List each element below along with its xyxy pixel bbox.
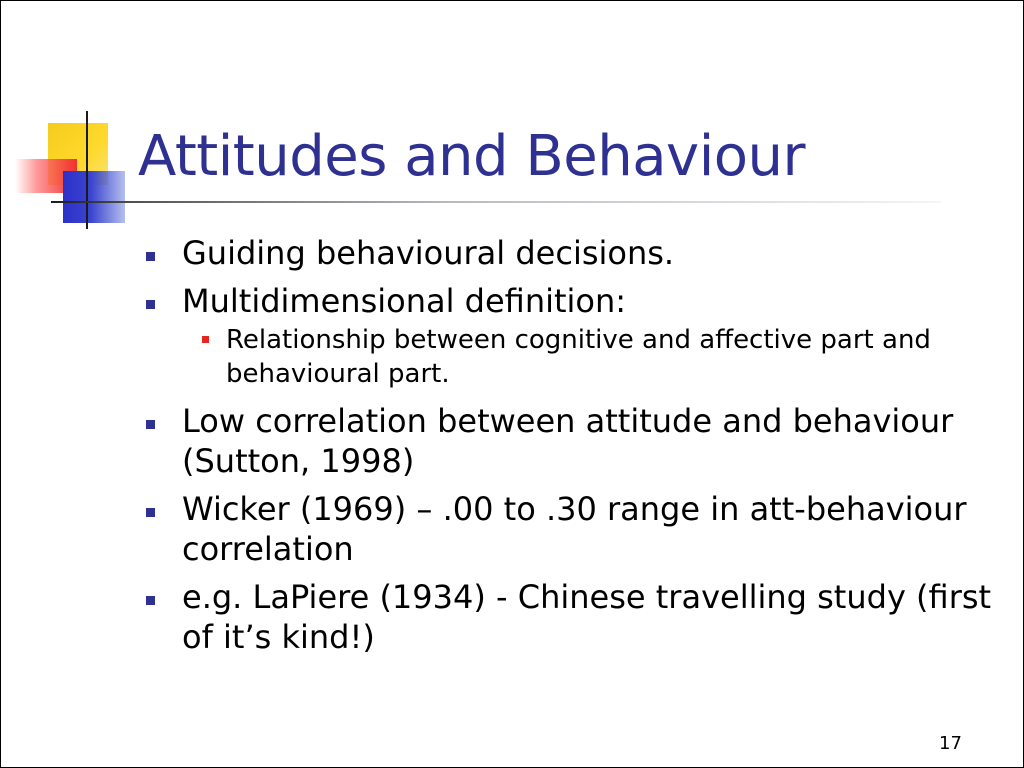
decorative-blue-square: [63, 171, 125, 223]
bullet-item: [144, 577, 994, 657]
bullet-item: [144, 233, 994, 273]
bullet-text: Wicker (1969) – .00 to .30 range in att-behaviour correlation: [182, 490, 967, 568]
square-sub-bullet-icon: [202, 336, 209, 343]
square-bullet-icon: [146, 508, 155, 517]
sub-bullet-item: [182, 323, 994, 391]
bullet-text: Guiding behavioural decisions.: [182, 234, 675, 272]
decorative-vertical-line: [86, 111, 88, 229]
title-underline: [51, 201, 941, 203]
bullet-text: e.g. LaPiere (1934) - Chinese travelling study (first of it’s kind!): [182, 578, 992, 656]
bullet-item: [144, 489, 994, 569]
square-bullet-icon: [146, 596, 155, 605]
sub-bullet-list: [182, 323, 994, 391]
square-bullet-icon: [146, 300, 155, 309]
bullet-item: [144, 281, 994, 391]
bullet-text: Low correlation between attitude and behaviour (Sutton, 1998): [182, 402, 954, 480]
sub-bullet-text: Relationship between cognitive and affective part and behavioural part.: [226, 325, 931, 389]
bullet-item: [144, 401, 994, 481]
square-bullet-icon: [146, 252, 155, 261]
square-bullet-icon: [146, 420, 155, 429]
bullet-text: Multidimensional definition:: [182, 282, 627, 320]
page-number: 17: [939, 733, 962, 754]
slide-title: Attitudes and Behaviour: [138, 124, 806, 189]
bullet-list: [144, 233, 994, 665]
